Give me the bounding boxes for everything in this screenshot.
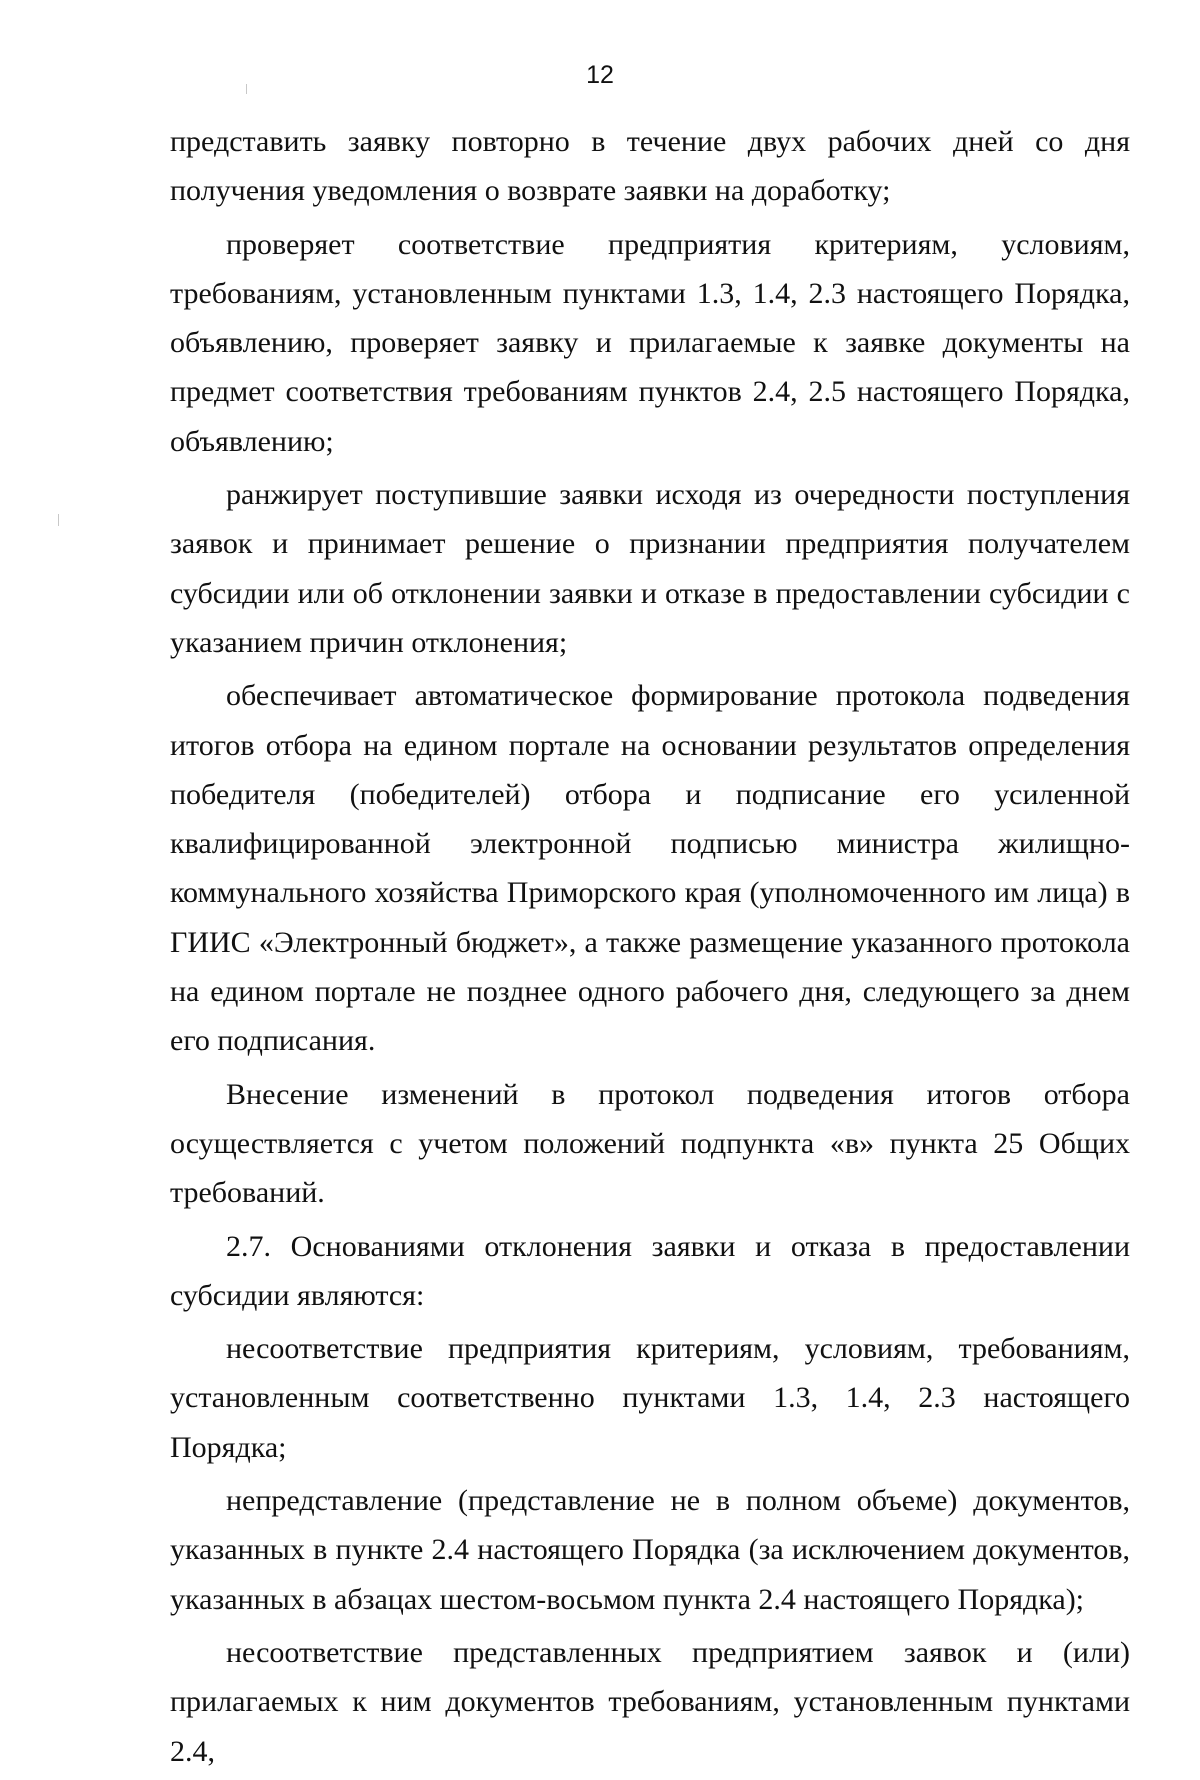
paragraph: несоответствие предприятия критериям, условиям, требованиям, установленным соответственно пунктами 1.3, 1.4, 2.3 настоящего Порядка; <box>170 1332 1130 1464</box>
scan-artifact <box>246 84 247 94</box>
section-paragraph: 2.7. Основаниями отклонения заявки и отказа в предоставлении субсидии являются: <box>170 1229 1130 1312</box>
paragraph: несоответствие представленных предприятием заявок и (или) прилагаемых к ним документов требованиям, установленным пунктами 2.4, <box>170 1635 1130 1768</box>
paragraph: проверяет соответствие предприятия критериям, условиям, требованиям, установленным пунктами 1.3, 1.4, 2.3 настоящего Порядка, объявлению, проверяет заявку и прилагаемые к заявке документы на предмет соответствия требованиям пунктов 2.4, 2.5 настоящего Порядка, объявлению; <box>170 227 1130 458</box>
page-number: 12 <box>586 61 614 89</box>
paragraph: обеспечивает автоматическое формирование протокола подведения итогов отбора на едином портале на основании результатов определения победителя (победителей) отбора и подписание его усиленной квалифицированной электронной подписью министра жилищно-коммунального хозяйства Приморского края (уполномоченного им лица) в ГИИС «Электронный бюджет», а также размещение указанного протокола на едином портале не позднее одного рабочего дня, следующего за днем его подписания. <box>170 679 1130 1058</box>
scan-artifact <box>58 514 59 526</box>
paragraph: ранжирует поступившие заявки исходя из очередности поступления заявок и принимает решение о признании предприятия получателем субсидии или об отклонении заявки и отказе в предоставлении субсидии с указанием причин отклонения; <box>170 478 1130 659</box>
paragraph: непредставление (представление не в полном объеме) документов, указанных в пункте 2.4 настоящего Порядка (за исключением документов, указанных в абзацах шестом-восьмом пункта 2.4 настоящего Порядка); <box>170 1484 1130 1616</box>
paragraph: Внесение изменений в протокол подведения итогов отбора осуществляется с учетом положений подпункта «в» пункта 25 Общих требований. <box>170 1077 1130 1210</box>
document-body <box>170 117 1130 1780</box>
paragraph: представить заявку повторно в течение двух рабочих дней со дня получения уведомления о возврате заявки на доработку; <box>170 125 1130 208</box>
